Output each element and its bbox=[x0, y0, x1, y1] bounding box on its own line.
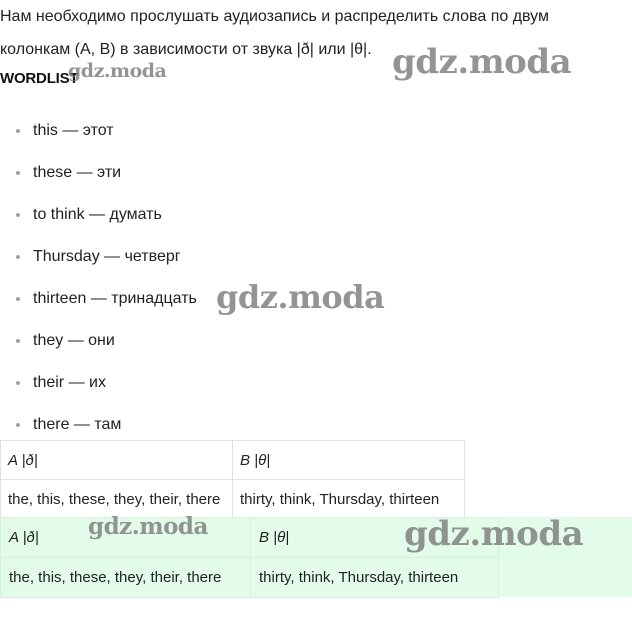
column-b-header: B |θ| bbox=[233, 441, 465, 480]
bullet-icon bbox=[16, 213, 20, 217]
bullet-icon bbox=[16, 171, 20, 175]
list-item-text: these — эти bbox=[33, 164, 122, 181]
column-a-header: A |ð| bbox=[1, 518, 251, 558]
column-a-cell: the, this, these, they, their, there bbox=[1, 480, 233, 519]
table-header-row bbox=[1, 441, 465, 480]
table-header-row bbox=[1, 518, 499, 558]
list-item-text: they — они bbox=[33, 332, 115, 349]
list-item-text: there — там bbox=[33, 416, 122, 433]
column-b-cell: thirty, think, Thursday, thirteen bbox=[251, 558, 499, 598]
column-a-cell: the, this, these, they, their, there bbox=[1, 558, 251, 598]
watermark: gdz.moda bbox=[68, 60, 167, 82]
list-item bbox=[0, 110, 197, 152]
bullet-icon bbox=[16, 423, 20, 427]
bullet-icon bbox=[16, 129, 20, 133]
list-item-text: their — их bbox=[33, 374, 106, 391]
answer-table bbox=[0, 517, 499, 598]
list-item bbox=[0, 362, 197, 404]
column-a-header: A |ð| bbox=[1, 441, 233, 480]
intro-paragraph: Нам необходимо прослушать аудиозапись и распределить слова по двум колонкам (A, B) в зависимости от звука |ð| или |θ|. bbox=[0, 8, 549, 58]
bullet-icon bbox=[16, 339, 20, 343]
table-row bbox=[1, 558, 499, 598]
table-row bbox=[1, 480, 465, 519]
column-b-cell: thirty, think, Thursday, thirteen bbox=[233, 480, 465, 519]
watermark: gdz.moda bbox=[392, 42, 572, 82]
word-list bbox=[0, 110, 197, 446]
sound-table bbox=[0, 440, 465, 519]
watermark: gdz.moda bbox=[404, 514, 584, 554]
bullet-icon bbox=[16, 255, 20, 259]
list-item-text: Thursday — четверг bbox=[33, 248, 181, 265]
list-item bbox=[0, 236, 197, 278]
bullet-icon bbox=[16, 297, 20, 301]
list-item bbox=[0, 278, 197, 320]
list-item bbox=[0, 152, 197, 194]
list-item-text: this — этот bbox=[33, 122, 114, 139]
bullet-icon bbox=[16, 381, 20, 385]
list-item-text: to think — думать bbox=[33, 206, 162, 223]
section-heading: WORDLIST bbox=[0, 70, 79, 87]
list-item-text: thirteen — тринадцать bbox=[33, 290, 197, 307]
watermark: gdz.moda bbox=[216, 278, 385, 316]
list-item bbox=[0, 320, 197, 362]
list-item bbox=[0, 194, 197, 236]
watermark: gdz.moda bbox=[88, 513, 208, 540]
column-b-header: B |θ| bbox=[251, 518, 499, 558]
